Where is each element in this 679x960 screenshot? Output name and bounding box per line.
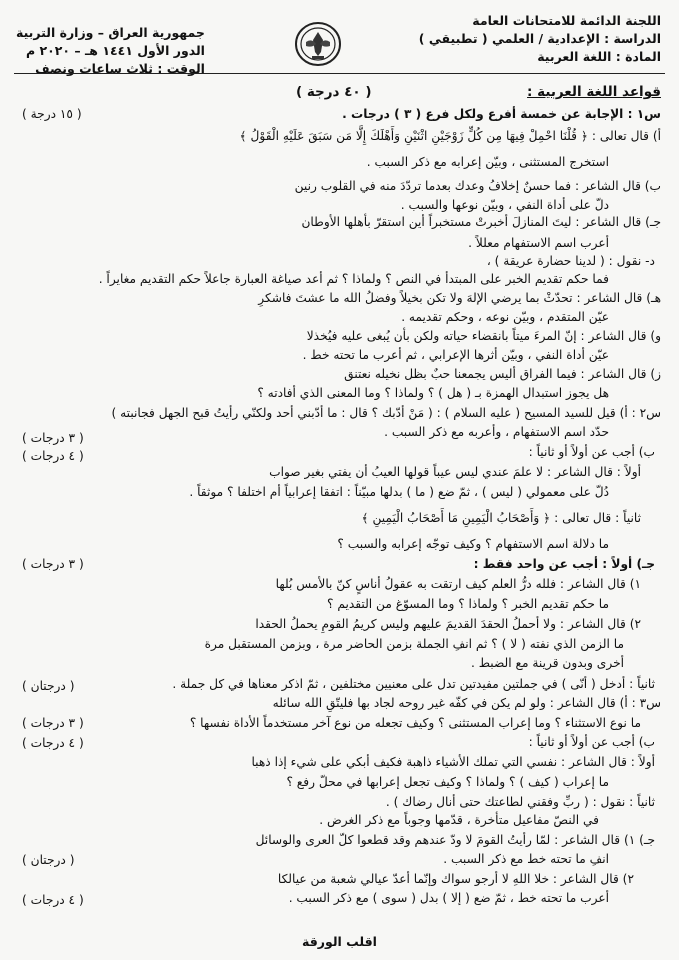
exam-duration: الوقت : ثلاث ساعات ونصف <box>35 61 205 76</box>
exam-round: الدور الأول ١٤٤١ هـ – ٢٠٢٠ م <box>26 43 205 58</box>
q1-g: ز) قال الشاعر : فيما الفراق أليس يجمعنا حبٌ بظل نخيله نعتنق <box>344 367 661 381</box>
q2-c-1-task: ما حكم تقديم الخبر ؟ ولماذا ؟ وما المسوّغ من التقديم ؟ <box>327 597 609 611</box>
q2-b-second-task: ما دلالة اسم الاستفهام ؟ وكيف توجّه إعرابه والسبب ؟ <box>337 537 609 551</box>
header-right <box>419 12 661 66</box>
q1-d: د- نقول : ( لدينا حضارة عريقة ) ، <box>486 254 655 268</box>
subject-name: المادة : اللغة العربية <box>537 49 661 64</box>
q2-c-2-task-cont: أخرى وبدون قرينة مع الضبط . <box>470 656 624 670</box>
q1-d-task: فما حكم تقديم الخبر على المبتدأ في النص ؟ ولماذا ؟ ثم أعد صياغة العبارة جاعلاً حكم التقديم مغايراً . <box>98 272 609 286</box>
q1-a: أ) قال تعالى : ﴿ قُلْنَا احْمِلْ فِيهَا مِن كُلٍّ زَوْجَيْنِ اثْنَيْنِ وَأَهْلَكَ إِلَّا مَن سَبَقَ عَلَيْهِ الْقَوْلُ ﴾ <box>239 129 661 143</box>
ministry-name: جمهورية العراق – وزارة التربية <box>16 25 205 40</box>
q2-a-marks: ( ٣ درجات ) <box>22 431 84 445</box>
q1-b-task: دلّ على أداة النفي ، وبيّن نوعها والسبب . <box>400 198 609 212</box>
q2-b-first: أولاً : قال الشاعر : لا علمَ عندي ليس عيباً قولها العيبُ أن يفتي بغير صواب <box>269 465 641 479</box>
q2-b: ب) أجب عن أولاً أو ثانياً : <box>528 445 655 459</box>
q2-c-1: ١) قال الشاعر : فلله درُّ العلم كيف ارتقت به عقولُ أناسٍ كنّ بالأمس بُلها <box>275 577 641 591</box>
header-left <box>16 24 205 78</box>
total-marks: ( ٤٠ درجة ) <box>296 84 372 100</box>
q2-a-task: حدّد اسم الاستفهام ، وأعربه مع ذكر السبب . <box>384 425 609 439</box>
q2-c-second: ثانياً : أدخل ( أنّى ) في جملتين مفيدتين تدل على معنيين مختلفين ، ثمّ اذكر معناها في كل جملة . <box>172 677 655 691</box>
q3-b-second-task: في النصّ مفاعيل متأخرة ، قدّمها وجوباً مع ذكر الغرض . <box>319 813 599 827</box>
q1-a-task: استخرج المستثنى ، وبيّن إعرابه مع ذكر السبب . <box>366 155 609 169</box>
q3-c-2: ٢) قال الشاعر : خلا اللهِ لا أرجو سواك وإنّما أعدّ عيالي شعبة من عيالكا <box>277 872 634 886</box>
header-divider <box>14 73 665 74</box>
q3-a-task: ما نوع الاستثناء ؟ وما إعراب المستثنى ؟ وكيف تجعله من نوع آخر مستخدماً الأداة نفسها ؟ <box>189 716 641 730</box>
study-branch: الدراسة : الإعدادية / العلمي ( تطبيقي ) <box>418 31 661 46</box>
q3-b: ب) أجب عن أولاً أو ثانياً : <box>528 735 655 749</box>
q1-e-task: عيّن المتقدم ، وبيّن نوعه ، وحكم تقديمه . <box>401 310 609 324</box>
q2-c-2-task: ما الزمن الذي نفته ( لا ) ؟ ثم انفِ الجملة بزمن الحاضر مرة ، وبزمن المستقبل مرة <box>204 637 624 651</box>
q1-g-task: هل يجوز استبدال الهمزة بـ ( هل ) ؟ ولماذا ؟ وما المعنى الذي أفادته ؟ <box>257 386 609 400</box>
q2-b-first-task: دُلّ على معمولي ( ليس ) ، ثمّ ضع ( ما ) بدلها مبيّناً : اتفقا إعرابياً أم اختلفا ؟ موثقاً . <box>189 485 609 499</box>
q2-a: س٢ : أ) قيل للسيد المسيح ( عليه السلام ) : ( مَنْ أدّبك ؟ قال : ما أدّبني أحد ولكنّي رأيتُ قبح الجهل فجانبته ) <box>111 406 661 420</box>
q1-f: و) قال الشاعر : إنّ المرءَ ميتاً بانقضاء حياته ولكن بأن يُبغى عليه فيُخذلا <box>306 329 661 343</box>
q1-f-task: عيّن أداة النفي ، وبيّن أثرها الإعرابي ، ثم أعرب ما تحته خط . <box>302 348 609 362</box>
q1-e: هـ) قال الشاعر : تحدّثْ بما يرضي الإلهَ ولا تكن بخيلاً وفضلُ الله ما عشتَ فاشكرِ <box>258 291 661 305</box>
q3-c2-marks: ( ٤ درجات ) <box>22 893 84 907</box>
q3-c-1: جـ) ١) قال الشاعر : لمّا رأيتُ القومَ لا ودّ عندهم وقد قطعوا كلّ العرى والوسائل <box>255 833 655 847</box>
turn-page-note: اقلب الورقة <box>302 934 377 949</box>
committee-name: اللجنة الدائمة للامتحانات العامة <box>472 13 661 28</box>
page-title: قواعد اللغة العربية : <box>527 84 661 100</box>
q3-b-first: أولاً : قال الشاعر : نفسي التي تملك الأشياء ذاهبة فكيف أبكي على شيء إذا ذهبا <box>251 755 655 769</box>
q3-c1-marks: ( درجتان ) <box>22 853 75 867</box>
q3-b-second: ثانياً : نقول : ( ربِّ وفقني لطاعتك حتى أنال رضاك ) . <box>385 795 655 809</box>
q3-c-2-task: أعرب ما تحته خط ، ثمّ ضع ( إلا ) بدل ( سوى ) مع ذكر السبب . <box>288 891 609 905</box>
q3-a-marks: ( ٣ درجات ) <box>22 716 84 730</box>
q2-c: جـ) أولاً : أجب عن واحد فقط : <box>473 557 655 571</box>
q1-c-task: أعرب اسم الاستفهام معللاً . <box>468 236 609 250</box>
q2-b-second: ثانياً : قال تعالى : ﴿ وَأَصْحَابُ الْيَمِينِ مَا أَصْحَابُ الْيَمِينِ ﴾ <box>361 511 641 525</box>
q2-c2-marks: ( درجتان ) <box>22 679 75 693</box>
q1-instruction: س١ : الإجابة عن خمسة أفرع ولكل فرع ( ٣ ) درجات . <box>342 107 661 121</box>
q1-c: جـ) قال الشاعر : ليتَ المنازلَ أخبرتْ مستخبراً أين استقرّ بأهلها الأوطان <box>301 215 661 229</box>
q3-c-1-task: انفِ ما تحته خط مع ذكر السبب . <box>443 852 609 866</box>
q3-a: س٣ : أ) قال الشاعر : ولو لم يكن في كفّه غير روحه لجاد بها فليتّقِ الله سائله <box>272 696 661 710</box>
iraq-emblem-icon <box>292 20 344 68</box>
q2-b-marks: ( ٤ درجات ) <box>22 449 84 463</box>
q3-b-marks: ( ٤ درجات ) <box>22 736 84 750</box>
q3-b-first-task: ما إعراب ( كيف ) ؟ ولماذا ؟ وكيف تجعل إعرابها في محلّ رفع ؟ <box>286 775 609 789</box>
q1-b: ب) قال الشاعر : فما حسنٌ إخلافُ وعدك بعدما تردّدَ منه في القلوب رنين <box>294 179 661 193</box>
q1-marks: ( ١٥ درجة ) <box>22 107 82 121</box>
q2-c-2: ٢) قال الشاعر : ولا أحملُ الحقدَ القديمَ عليهم وليس كريمُ القومِ يحملُ الحقدا <box>255 617 641 631</box>
q2-c1-marks: ( ٣ درجات ) <box>22 557 84 571</box>
